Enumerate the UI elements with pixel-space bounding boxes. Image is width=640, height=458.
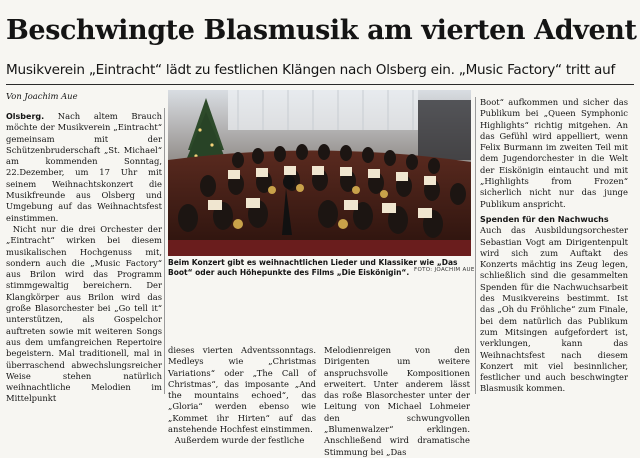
- paragraph-6: Boot“ aufkommen und sicher das Publikum bei „Queen Symphonic Highlights“ richtig mitgehen. An das Gefühl wird appelliert, wenn Felix Burmann im zweiten Teil mit dem Jugendorchester in die Welt der Eiskönigin eintaucht und mit „Highlights from Frozen“ sicherlich nicht nur das junge Publikum anspricht.: [480, 97, 628, 209]
- subheadline: Musikverein „Eintracht“ lädt zu festlichen Klängen nach Olsberg ein. „Music Factory“ tritt auf: [6, 62, 616, 78]
- paragraph-4: Außerdem wurde der festliche: [174, 435, 305, 446]
- paragraph-5: Melodienreigen von den Dirigenten um weitere anspruchsvolle Kompositionen erweitert. Unter anderem lässt das roße Blasorchester unter der Leitung von Michael Lohmeier den schwungvollen „Blumenwalzer“ erklingen. Anschließend wird dramatische Stimmung bei „Das: [324, 345, 470, 457]
- paragraph-3: dieses vierten Adventssonntags. Medleys wie „Christmas Variations“ oder „The Call of Christmas“, das imposante „And the mountains echoed“, das „Gloria“ werden ebenso wie „Kommet ihr Hirten“ auf das anstehende Hochfest einstimmen.: [168, 345, 316, 435]
- section-heading: Spenden für den Nachwuchs: [480, 214, 609, 224]
- column-divider: [475, 97, 476, 394]
- article-column-4: [480, 97, 628, 395]
- paragraph-7: Auch das Ausbildungsorchester Sebastian Vogt am Dirigentenpult wird sich zum Auftakt des Konzerts mächtig ins Zeug legen, schließlich sind die gesammelten Spenden für die Nachwuchsarbeit des Musikvereins bestimmt. Ist das „Oh du Fröhliche“ zum Finale, bei dem natürlich das Publikum zum Mitsingen aufgefordert ist, verklungen, kann das Weihnachtsfest nach diesem Konzert mit viel besinnlicher, festlicher und auch beschwingter Blasmusik kommen.: [480, 225, 628, 394]
- paragraph-2: Nicht nur die drei Orchester der „Eintracht“ wirken bei diesem musikalischen Hochgenuss mit, sondern auch die „Music Factory“ aus Brilon wird das Programm stimmgewaltig bereichern. Der Klangkörper aus Brilon wird das große Blasorchester bei „Go tell it“ unterstützen, als Gospelchor auftreten sowie mit weiteren Songs aus dem umfangreichen Repertoire begeistern. Mal traditionell, mal in überraschend abwechslungsreicher Weise stehen natürlich weihnachtliche Melodien im Mittelpunkt: [6, 223, 162, 404]
- byline: Von Joachim Aue: [6, 91, 78, 101]
- concert-photo: [168, 90, 471, 256]
- article-column-1: [6, 111, 162, 405]
- paragraph-1: [6, 111, 162, 224]
- column-divider: [164, 108, 165, 394]
- paragraph-1-text: Nach altem Brauch möchte der Musikverein „Eintracht“ gemeinsam mit der Schützenbruderschaft „St. Michael“ am kommenden Sonntag, 22.Dezember, um 17 Uhr mit seinem Weihnachtskonzert die Musikfreunde aus Olsberg und Umgebung auf das Weihnachtsfest einstimmen.: [6, 111, 162, 223]
- article-column-3: [324, 345, 470, 458]
- article-column-2: [168, 345, 316, 447]
- headline: Beschwingte Blasmusik am vierten Advent: [6, 15, 637, 46]
- dateline: Olsberg.: [6, 112, 45, 121]
- photo-caption: Beim Konzert gibt es weihnachtlichen Lieder und Klassiker wie „Das Boot“ oder auch Höhepunkte des Films „Die Eiskönigin“.: [168, 258, 458, 277]
- photo-credit: FOTO: JOACHIM AUE: [414, 267, 475, 273]
- header-rule: [6, 84, 634, 85]
- concert-photo-image: [168, 90, 471, 256]
